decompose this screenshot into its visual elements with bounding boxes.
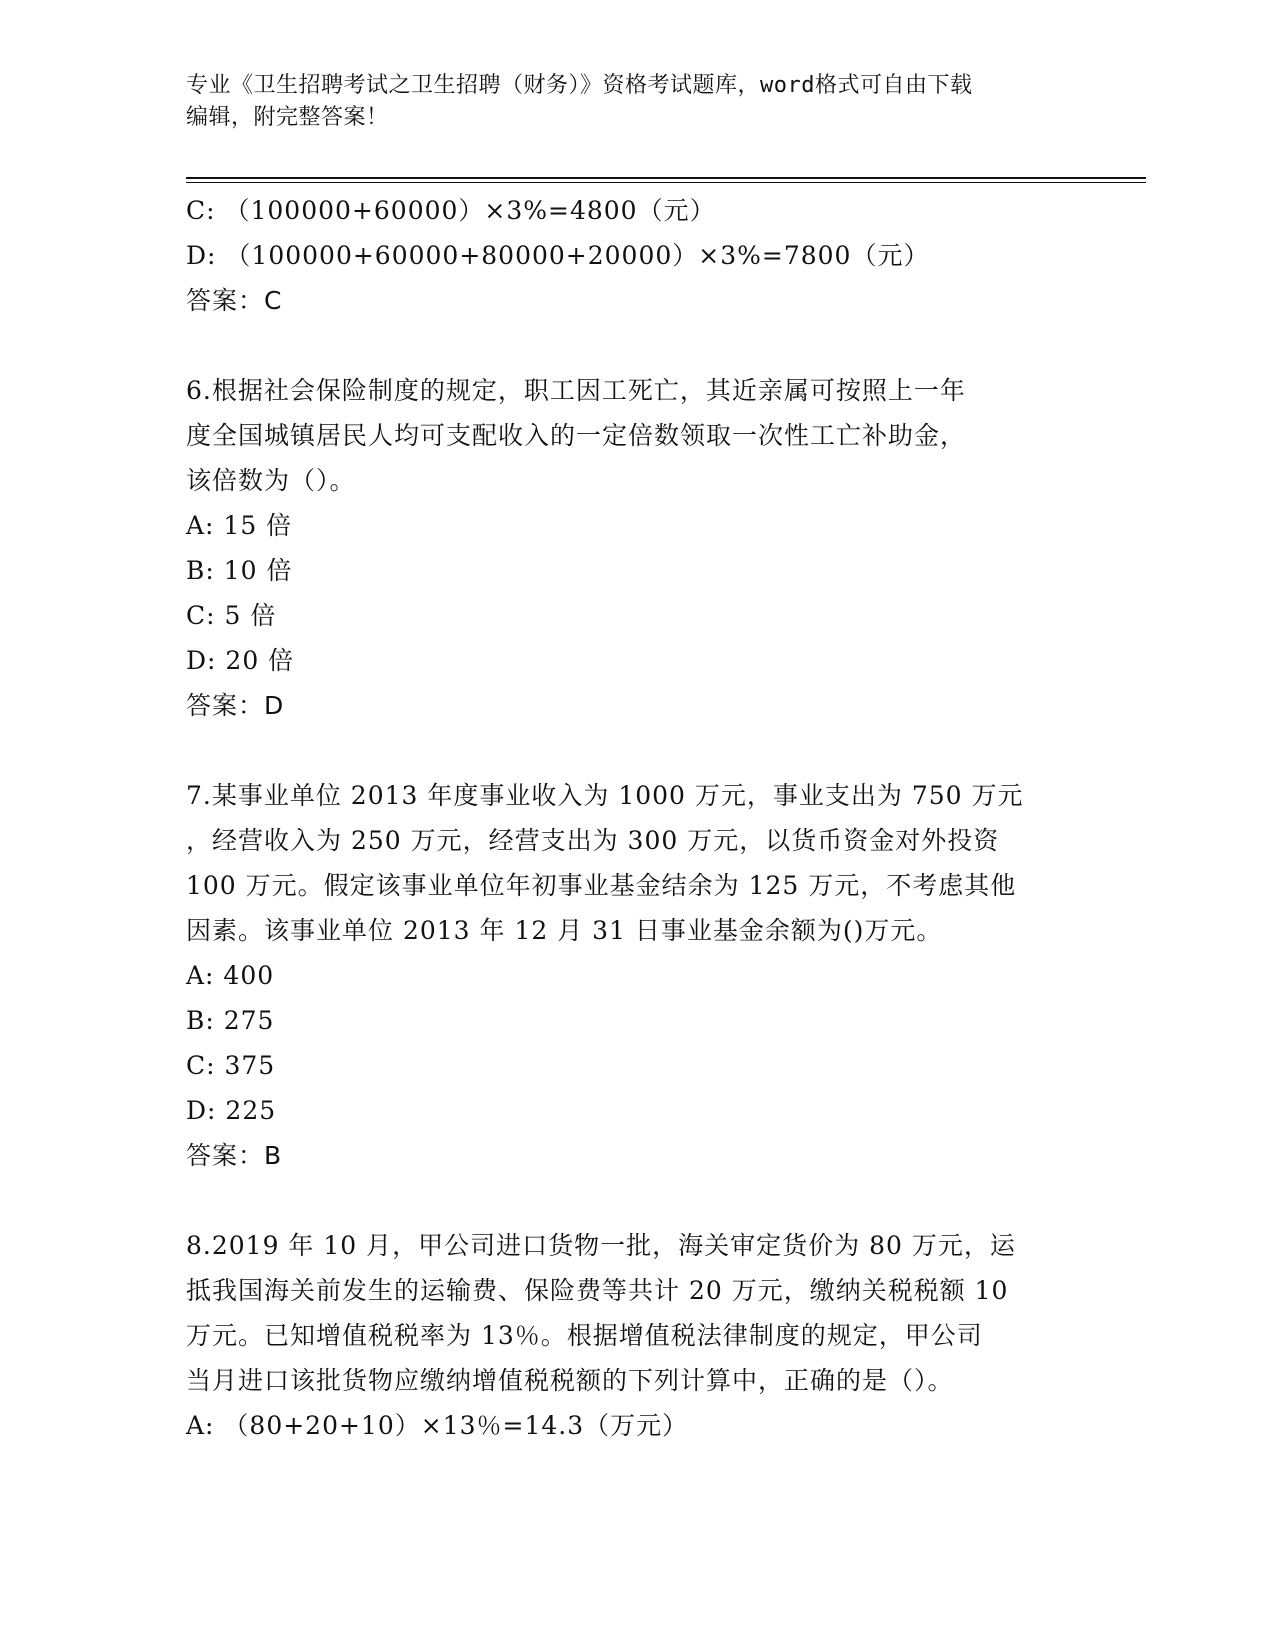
header-divider-thin	[186, 182, 1146, 183]
question-text-line: 万元。已知增值税税率为 13％。根据增值税法律制度的规定，甲公司	[186, 1321, 983, 1350]
question-text-line: 100 万元。假定该事业单位年初事业基金结余为 125 万元，不考虑其他	[186, 871, 1017, 900]
option-d: D: 225	[186, 1096, 277, 1125]
header-line-1: 专业《卫生招聘考试之卫生招聘（财务）》资格考试题库，word格式可自由下载	[186, 73, 973, 98]
spacer	[186, 323, 1086, 368]
question-text-line: 抵我国海关前发生的运输费、保险费等共计 20 万元，缴纳关税税额 10	[186, 1276, 1009, 1305]
answer-line: 答案：C	[186, 286, 283, 315]
option-a: A: 400	[186, 961, 275, 990]
answer-line: 答案：B	[186, 1141, 283, 1170]
option-a: A: （80+20+10）×13％=14.3（万元）	[186, 1411, 689, 1440]
question-text-line: 该倍数为（）。	[186, 466, 356, 495]
question-text-line: 当月进口该批货物应缴纳增值税税额的下列计算中，正确的是（）。	[186, 1366, 954, 1395]
question-text-line: ，经营收入为 250 万元，经营支出为 300 万元，以货币资金对外投资	[186, 826, 1000, 855]
header-line-2: 编辑，附完整答案！	[186, 105, 389, 130]
question-7	[186, 773, 1086, 1178]
spacer	[186, 1178, 1086, 1223]
header-divider-thick	[186, 177, 1146, 179]
option-b: B: 275	[186, 1006, 275, 1035]
option-c: C: 375	[186, 1051, 276, 1080]
option-d: D: （100000+60000+80000+20000）×3%=7800（元）	[186, 241, 930, 270]
option-c: C: （100000+60000）×3%=4800（元）	[186, 196, 716, 225]
option-c: C: 5 倍	[186, 601, 277, 630]
question-text-line: 因素。该事业单位 2013 年 12 月 31 日事业基金余额为()万元。	[186, 916, 943, 945]
question-8	[186, 1223, 1086, 1448]
question-text-line: 7.某事业单位 2013 年度事业收入为 1000 万元，事业支出为 750 万元	[186, 781, 1024, 810]
question-6	[186, 368, 1086, 728]
option-a: A: 15 倍	[186, 511, 293, 540]
spacer	[186, 728, 1086, 773]
option-d: D: 20 倍	[186, 646, 295, 675]
option-b: B: 10 倍	[186, 556, 293, 585]
question-text-line: 度全国城镇居民人均可支配收入的一定倍数领取一次性工亡补助金，	[186, 421, 967, 450]
answer-line: 答案：D	[186, 691, 285, 720]
question-text-line: 6.根据社会保险制度的规定，职工因工死亡，其近亲属可按照上一年	[186, 376, 966, 405]
question-content	[186, 188, 1086, 1448]
question-text-line: 8.2019 年 10 月，甲公司进口货物一批，海关审定货价为 80 万元，运	[186, 1231, 1016, 1260]
page-header	[186, 70, 1066, 134]
